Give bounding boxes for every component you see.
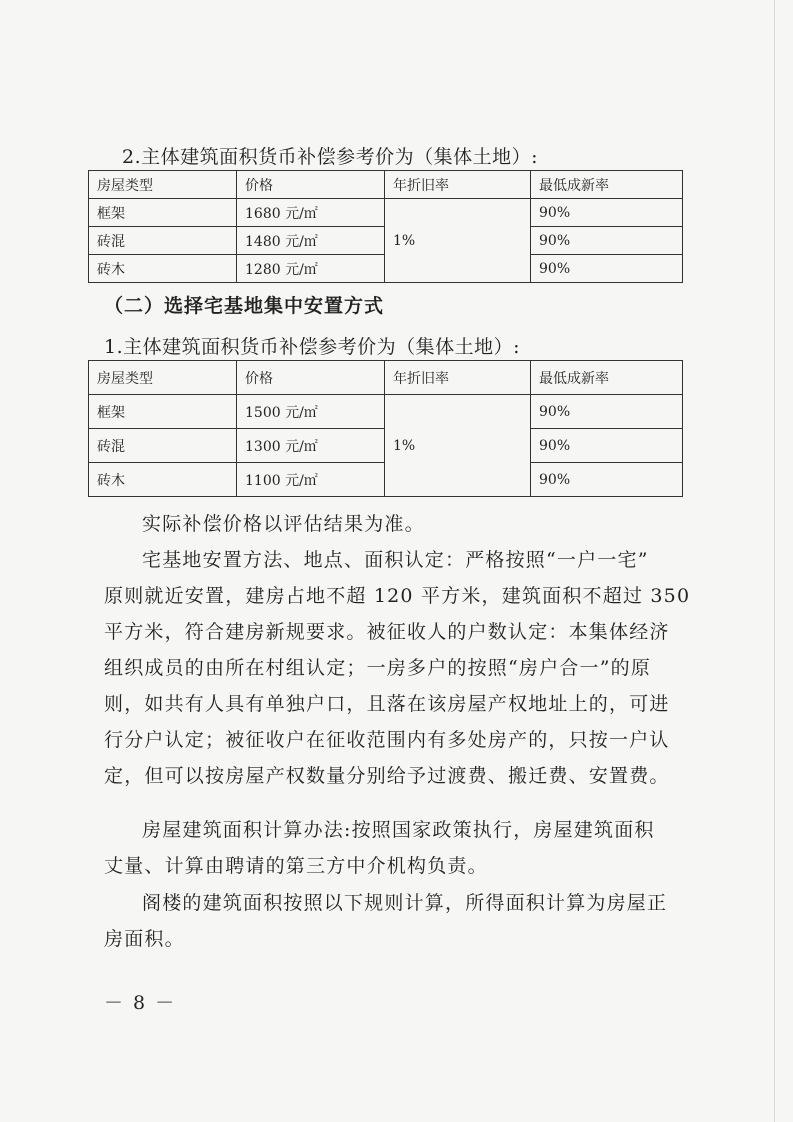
cell-type: 砖混 [89,429,237,463]
table-row [89,395,683,429]
header-depreciation: 年折旧率 [385,171,531,199]
paragraph-line: 定，但可以按房屋产权数量分别给予过渡费、搬迁费、安置费。 [104,765,670,787]
cell-min: 90% [531,429,683,463]
header-house-type: 房屋类型 [89,361,237,395]
table-header-row [89,361,683,395]
paragraph-line: 宅基地安置方法、地点、面积认定：严格按照“一户一宅” [142,549,649,571]
cell-price: 1280 元/㎡ [237,255,385,283]
cell-price: 1300 元/㎡ [237,429,385,463]
cell-type: 框架 [89,199,237,227]
header-price: 价格 [237,171,385,199]
header-depreciation: 年折旧率 [385,361,531,395]
cell-type: 框架 [89,395,237,429]
paragraph-line: 房面积。 [104,928,185,950]
cell-depreciation-rate: 1% [385,395,531,497]
cell-min: 90% [531,463,683,497]
compensation-table-collective-1 [88,170,683,283]
cell-min: 90% [531,395,683,429]
paragraph-attic-area [104,885,684,957]
paragraph-homestead-placement [104,542,691,794]
page-edge-divider [774,0,775,1122]
section-heading: （二）选择宅基地集中安置方式 [104,295,385,317]
table-row [89,199,683,227]
paragraph-area-calculation [104,812,684,884]
compensation-table-collective-2 [88,360,683,497]
table-header-row [89,171,683,199]
header-min-newness: 最低成新率 [531,171,683,199]
cell-min: 90% [531,199,683,227]
header-house-type: 房屋类型 [89,171,237,199]
cell-price: 1500 元/㎡ [237,395,385,429]
table1-caption: 2.主体建筑面积货币补偿参考价为（集体土地）: [122,146,539,168]
table2-caption: 1.主体建筑面积货币补偿参考价为（集体土地）: [104,336,521,358]
cell-min: 90% [531,255,683,283]
cell-price: 1100 元/㎡ [237,463,385,497]
cell-price: 1680 元/㎡ [237,199,385,227]
cell-type: 砖混 [89,227,237,255]
cell-min: 90% [531,227,683,255]
cell-price: 1480 元/㎡ [237,227,385,255]
paragraph-assessment [104,506,684,542]
paragraph-line: 原则就近安置，建房占地不超 120 平方米，建筑面积不超过 350 [104,585,691,607]
paragraph-line: 丈量、计算由聘请的第三方中介机构负责。 [104,855,488,877]
cell-depreciation-rate: 1% [385,199,531,283]
paragraph-line: 实际补偿价格以评估结果为准。 [142,513,425,535]
header-price: 价格 [237,361,385,395]
cell-type: 砖木 [89,463,237,497]
header-min-newness: 最低成新率 [531,361,683,395]
paragraph-line: 则，如共有人具有单独户口，且落在该房屋产权地址上的，可进 [104,693,670,715]
cell-type: 砖木 [89,255,237,283]
paragraph-line: 行分户认定；被征收户在征收范围内有多处房产的，只按一户认 [104,729,670,751]
paragraph-line: 组织成员的由所在村组认定；一房多户的按照“房户合一”的原 [104,657,652,679]
paragraph-line: 阁楼的建筑面积按照以下规则计算，所得面积计算为房屋正 [142,892,668,914]
paragraph-line: 平方米，符合建房新规要求。被征收人的户数认定：本集体经济 [104,621,670,643]
page-number: － 8 － [104,992,177,1014]
paragraph-line: 房屋建筑面积计算办法:按照国家政策执行，房屋建筑面积 [142,819,655,841]
